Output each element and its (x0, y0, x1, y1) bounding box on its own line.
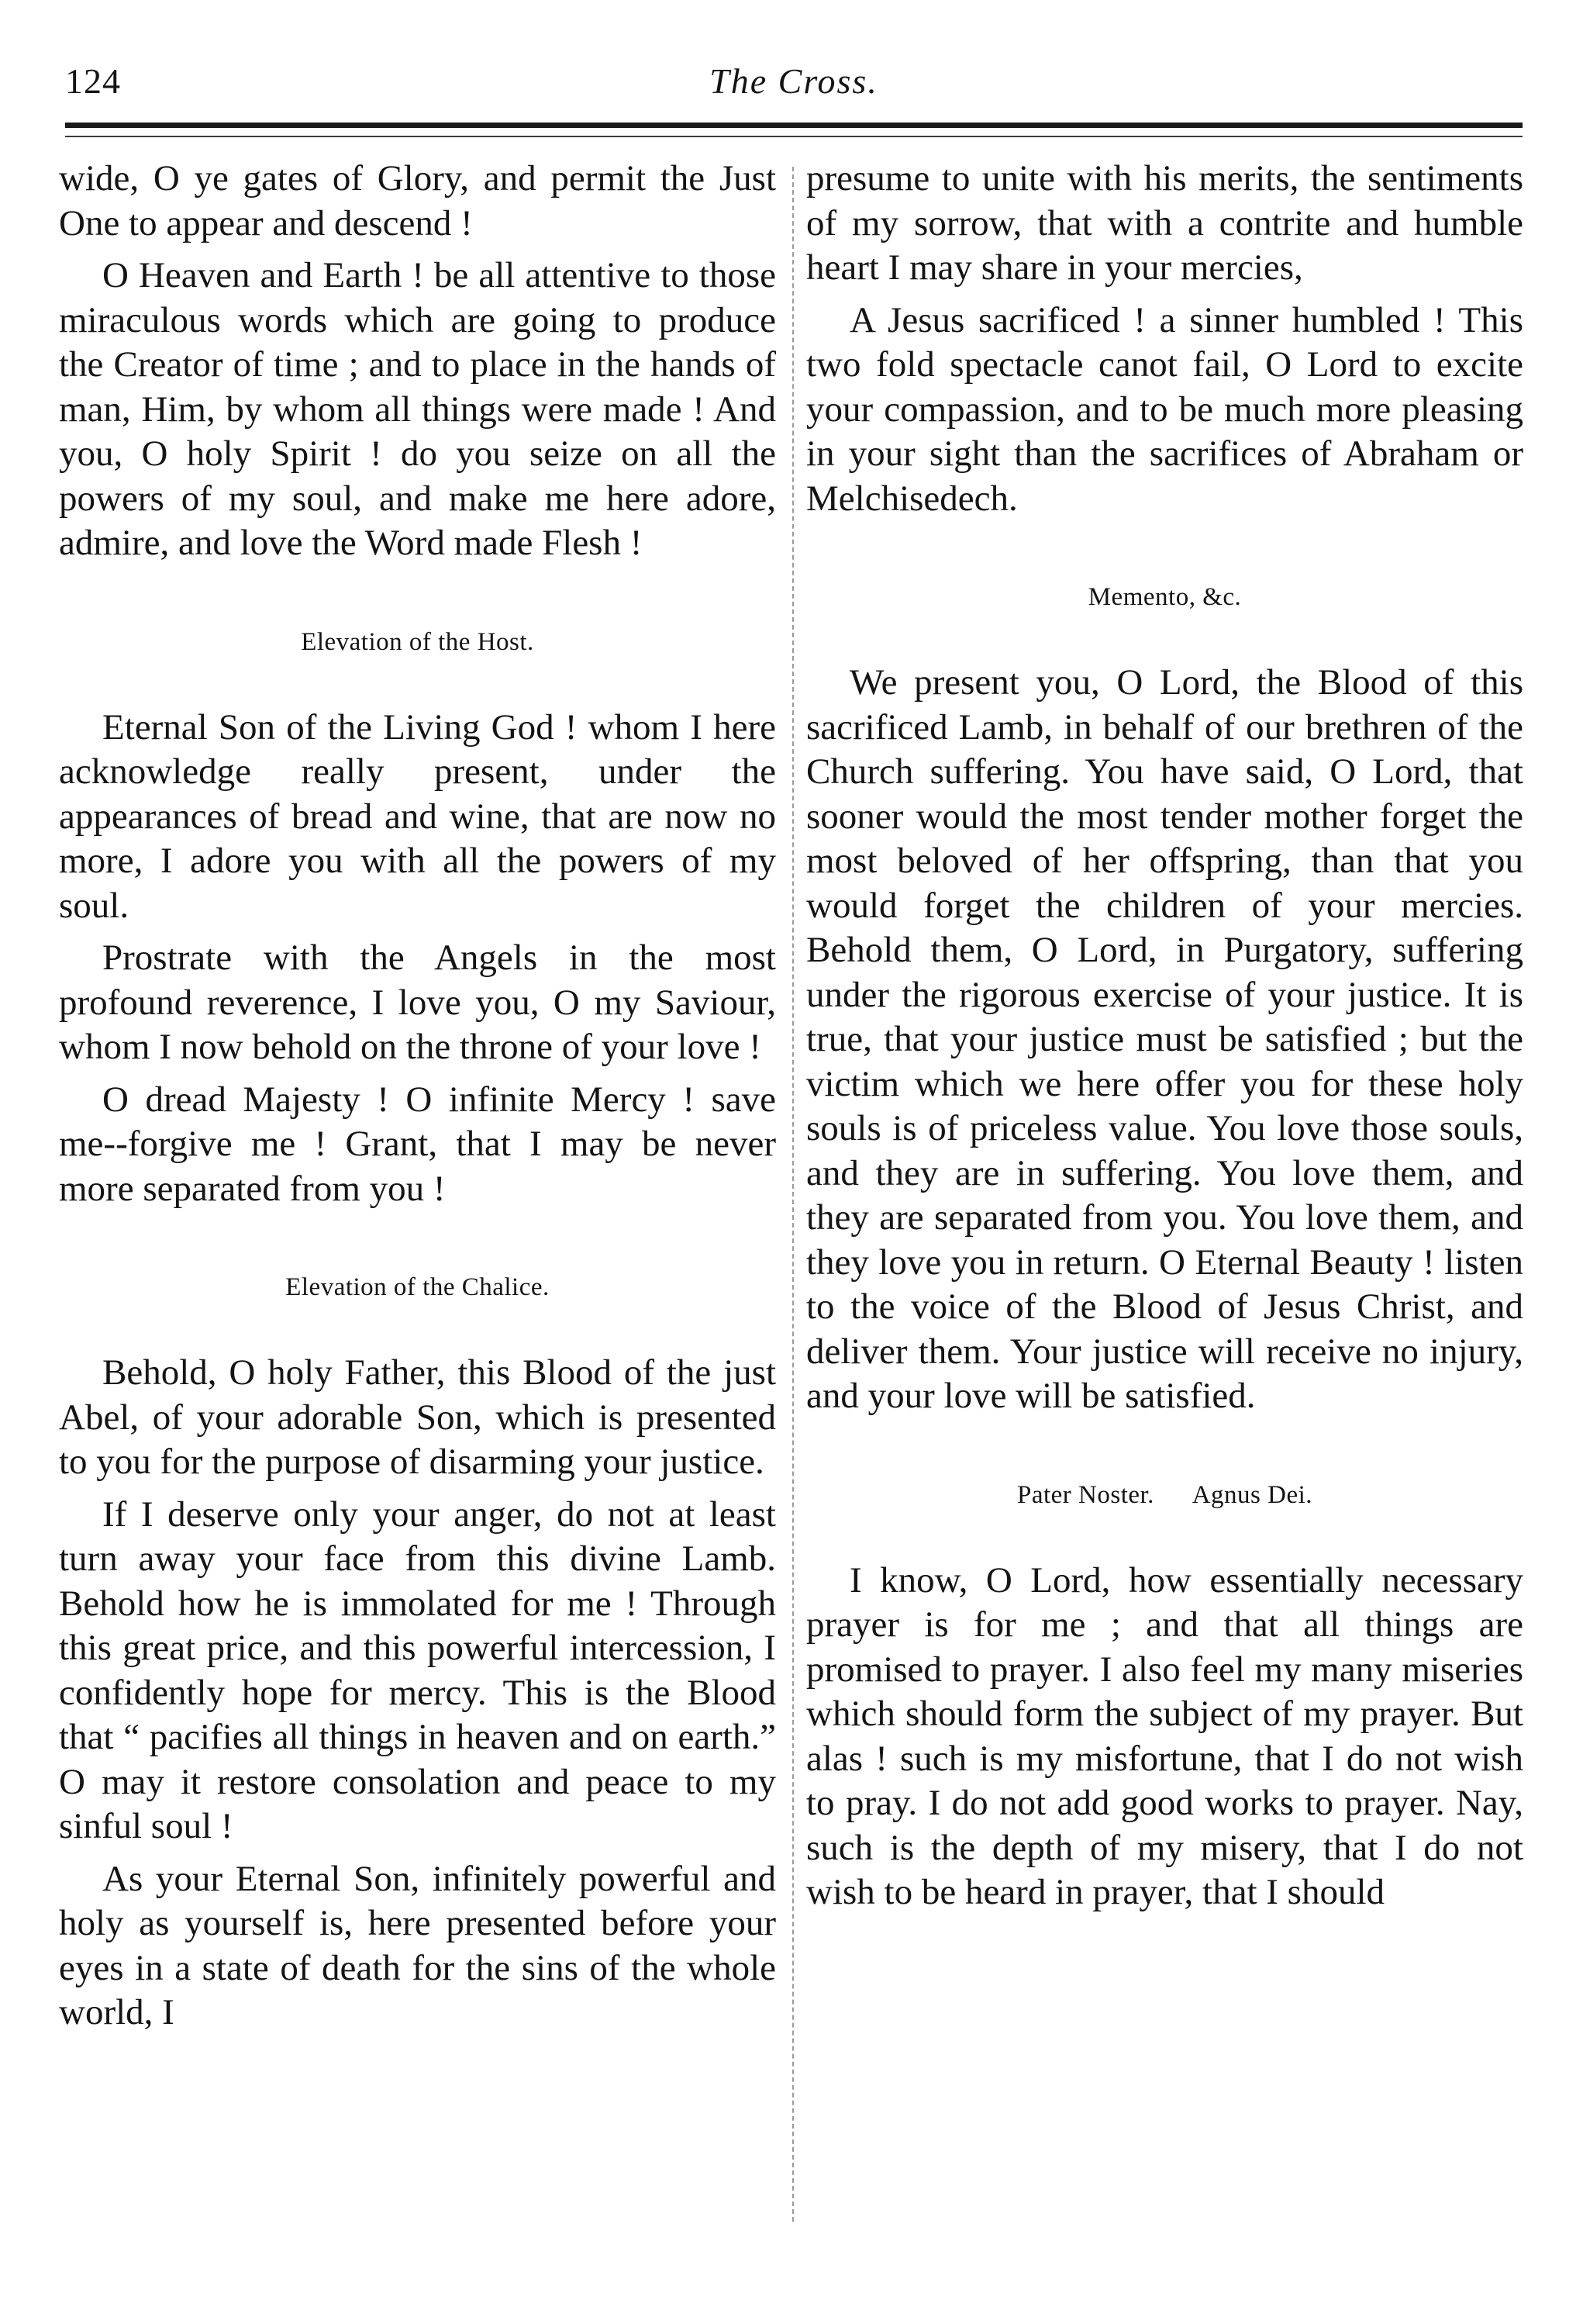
left-column (59, 157, 776, 2266)
section-heading-memento: Memento, &c. (1088, 583, 1242, 611)
header-rule-thin (65, 136, 1523, 137)
paragraph: Behold, O holy Father, this Blood of the just Abel, of your adorable Son, which is presented to you for the purpose of disarming your justice. (59, 1352, 776, 1482)
paragraph-continued: wide, O ye gates of Glory, and permit the Just One to appear and descend ! (59, 158, 776, 243)
paragraph: O dread Majesty ! O infinite Mercy ! save me--forgive me ! Grant, that I may be never more separated from you ! (59, 1079, 776, 1209)
heading-pater-noster: Pater Noster. (1016, 1480, 1154, 1509)
paragraph: Eternal Son of the Living God ! whom I here acknowledge really present, under the appearances of bread and wine, that are now no more, I adore you with all the powers of my soul. (59, 706, 776, 926)
paragraph: We present you, O Lord, the Blood of this sacrificed Lamb, in behalf of our brethren of the Church suffering. You have said, O Lord, that sooner would the most tender mother forget the most beloved of her offspring, than that you would forget the children of your mercies. Behold them, O Lord, in Purgatory, suffering under the rigorous exercise of your justice. It is true, that your justice must be satisfied ; but the victim which we here offer you for these holy souls is of priceless value. You love those souls, and they are in suffering. You love them, and they are separated from you. You love them, and they love you in return. O Eternal Beauty ! listen to the voice of the Blood of Jesus Christ, and deliver them. Your justice will receive no injury, and your love will be satisfied. (806, 662, 1523, 1416)
header-rule-thick (65, 123, 1523, 128)
section-heading-elevation-host: Elevation of the Host. (301, 627, 534, 656)
paragraph: I know, O Lord, how essentially necessary prayer is for me ; and that all things are promised to prayer. I also feel my many miseries which should form the subject of my prayer. But alas ! such is my misfortune, that I do not wish to pray. I do not add good works to prayer. Nay, such is the depth of my misery, that I do not wish to be heard in prayer, that I should (806, 1559, 1523, 1912)
page-number: 124 (65, 61, 121, 101)
heading-agnus-dei: Agnus Dei. (1192, 1480, 1313, 1509)
paragraph: Prostrate with the Angels in the most profound reverence, I love you, O my Saviour, whom I now behold on the throne of your love ! (59, 938, 776, 1067)
paragraph: As your Eternal Son, infinitely powerful and holy as yourself is, here presented before your eyes in a state of death for the sins of the whole world, I (59, 1858, 776, 2032)
page-header (65, 60, 1523, 115)
section-heading-elevation-chalice: Elevation of the Chalice. (285, 1273, 550, 1301)
paragraph: O Heaven and Earth ! be all attentive to those miraculous words which are going to produce the Creator of time ; and to place in the hands of man, Him, by whom all things were made ! And you, O holy Spirit ! do you seize on all the powers of my soul, and make me here adore, admire, and love the Word made Flesh ! (59, 255, 776, 563)
paragraph: A Jesus sacrificed ! a sinner humbled ! This two fold spectacle canot fail, O Lord to excite your compassion, and to be much more pleasing in your sight than the sacrifices of Abraham or Melchisedech. (806, 299, 1523, 519)
right-column (806, 157, 1523, 2266)
running-title: The Cross. (709, 61, 878, 101)
paragraph: If I deserve only your anger, do not at least turn away your face from this divine Lamb. Behold how he is immolated for me ! Through this great price, and this powerful intercession, I confidently hope for mercy. This is the Blood that “ pacifies all things in heaven and on earth.” O may it restore consolation and peace to my sinful soul ! (59, 1494, 776, 1846)
column-divider (792, 167, 794, 2222)
paragraph-continued: presume to unite with his merits, the sentiments of my sorrow, that with a contrite and humble heart I may share in your mercies, (806, 158, 1523, 288)
section-heading-pater-noster (806, 1480, 1523, 1511)
